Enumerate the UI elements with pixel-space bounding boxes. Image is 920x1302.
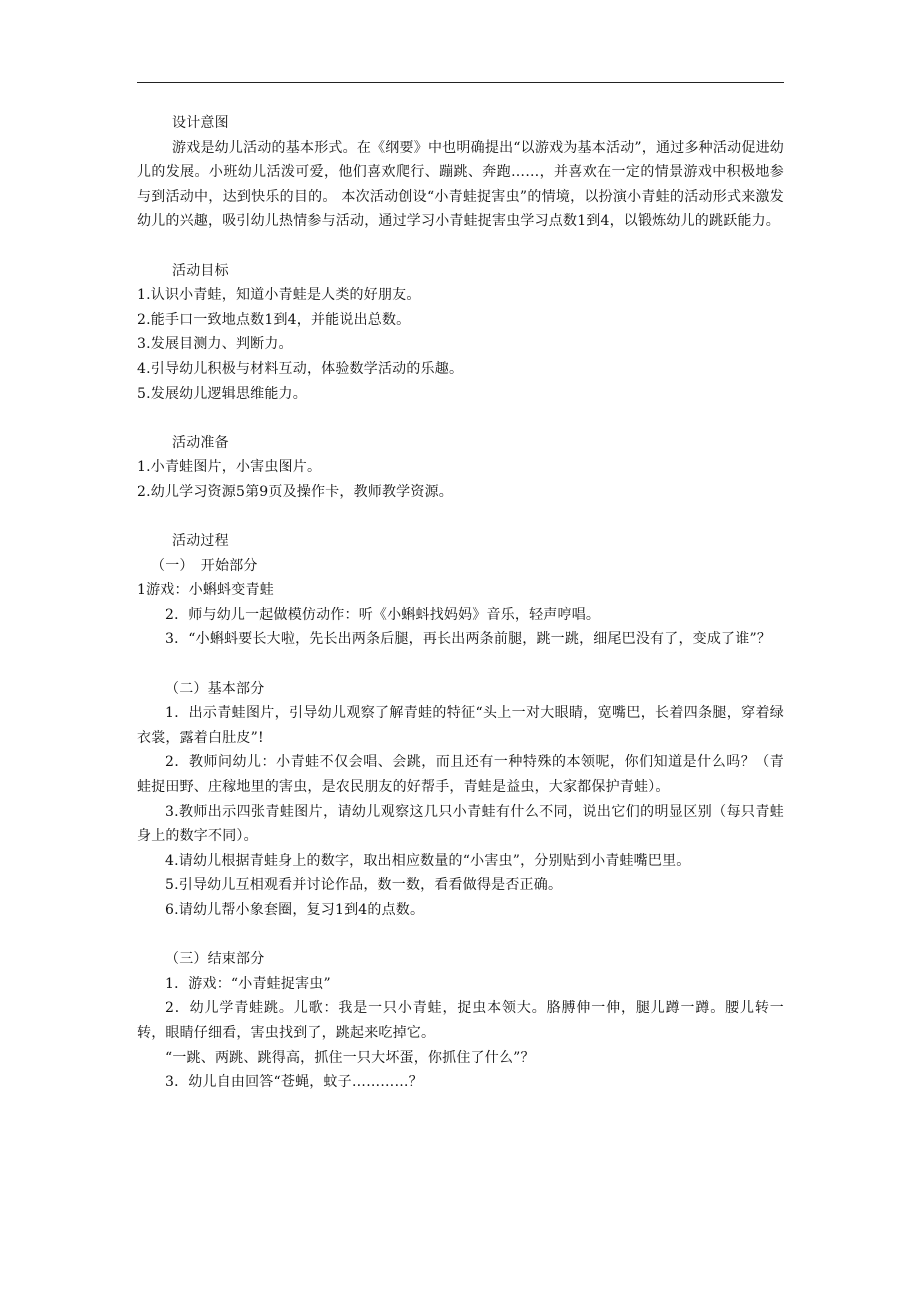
goal-item: 2.能手口一致地点数1到4，并能说出总数。 (137, 311, 411, 328)
goal-item: 1.认识小青蛙，知道小青蛙是人类的好朋友。 (137, 287, 421, 304)
part3-line: 2．幼儿学青蛙跳。儿歌：我是一只小青蛙，捉虫本领大。胳膊伸一伸，腿儿蹲一蹲。腰儿转一转，眼睛仔细看，害虫找到了，跳起来吃掉它。 (137, 1000, 784, 1041)
part2-line: 6.请幼儿帮小象套圈，复习1到4的点数。 (165, 902, 425, 918)
prep-item: 1.小青蛙图片，小害虫图片。 (137, 459, 322, 476)
part2-title: （二）基本部分 (165, 680, 265, 697)
goal-item: 3.发展目测力、判断力。 (137, 336, 293, 353)
prep-item: 2.幼儿学习资源5第9页及操作卡，教师教学资源。 (137, 483, 453, 500)
part3-line: 3．幼儿自由回答“苍蝇，蚊子…………？ (165, 1074, 423, 1091)
part3-line: 1．游戏：“小青蛙捉害虫” (165, 975, 331, 992)
goal-item: 5.发展幼儿逻辑思维能力。 (137, 385, 307, 402)
part1-line: 1游戏：小蝌蚪变青蛙 (137, 582, 274, 599)
part2-line: 2．教师问幼儿：小青蛙不仅会唱、会跳，而且还有一种特殊的本领呢，你们知道是什么吗？（青蛙捉田野、庄稼地里的害虫，是农民朋友的好帮手，青蛙是益虫，大家都保护青蛙）。 (137, 754, 784, 796)
document-body (137, 111, 784, 1095)
part3-line: “一跳、两跳、跳得高，抓住一只大坏蛋，你抓住了什么”？ (165, 1049, 535, 1066)
part2-line: 3.教师出示四张青蛙图片，请幼儿观察这几只小青蛙有什么不同，说出它们的明显区别（每只青蛙身上的数字不同）。 (137, 803, 784, 845)
heading-activity-goals: 活动目标 (172, 262, 229, 279)
part2-line: 5.引导幼儿互相观看并讨论作品，数一数，看看做得是否正确。 (165, 877, 563, 894)
heading-design-intent: 设计意图 (172, 115, 229, 131)
heading-activity-process: 活动过程 (172, 533, 229, 550)
design-intent-paragraph: 游戏是幼儿活动的基本形式。在《纲要》中也明确提出“以游戏为基本活动”，通过多种活动促进幼儿的发展。小班幼儿活泼可爱，他们喜欢爬行、蹦跳、奔跑……，并喜欢在一定的情景游戏中积极地参与到活动中，达到快乐的目的。 本次活动创设“小青蛙捉害虫”的情境，以扮演小青蛙的活动形式来激发幼儿的兴趣，吸引幼儿热情参与活动，通过学习小青蛙捉害虫学习点数1到4，以锻炼幼儿的跳跃能力。 (137, 139, 784, 230)
goal-item: 4.引导幼儿积极与材料互动，体验数学活动的乐趣。 (137, 360, 464, 377)
part2-line: 1．出示青蛙图片，引导幼儿观察了解青蛙的特征“头上一对大眼睛，宽嘴巴，长着四条腿，穿着绿衣裳，露着白肚皮”! (137, 705, 784, 746)
header-rule (137, 82, 784, 83)
part1-line: 2．师与幼儿一起做模仿动作：听《小蝌蚪找妈妈》音乐，轻声哼唱。 (165, 606, 601, 623)
part2-line: 4.请幼儿根据青蛙身上的数字，取出相应数量的“小害虫”，分别贴到小青蛙嘴巴里。 (165, 852, 691, 869)
heading-activity-prep: 活动准备 (172, 434, 229, 451)
part3-title: （三）结束部分 (165, 951, 265, 968)
part1-title: （一） 开始部分 (151, 557, 258, 574)
part1-line: 3．“小蝌蚪要长大啦，先长出两条后腿，再长出两条前腿，跳一跳，细尾巴没有了，变成了谁”？ (165, 631, 772, 648)
